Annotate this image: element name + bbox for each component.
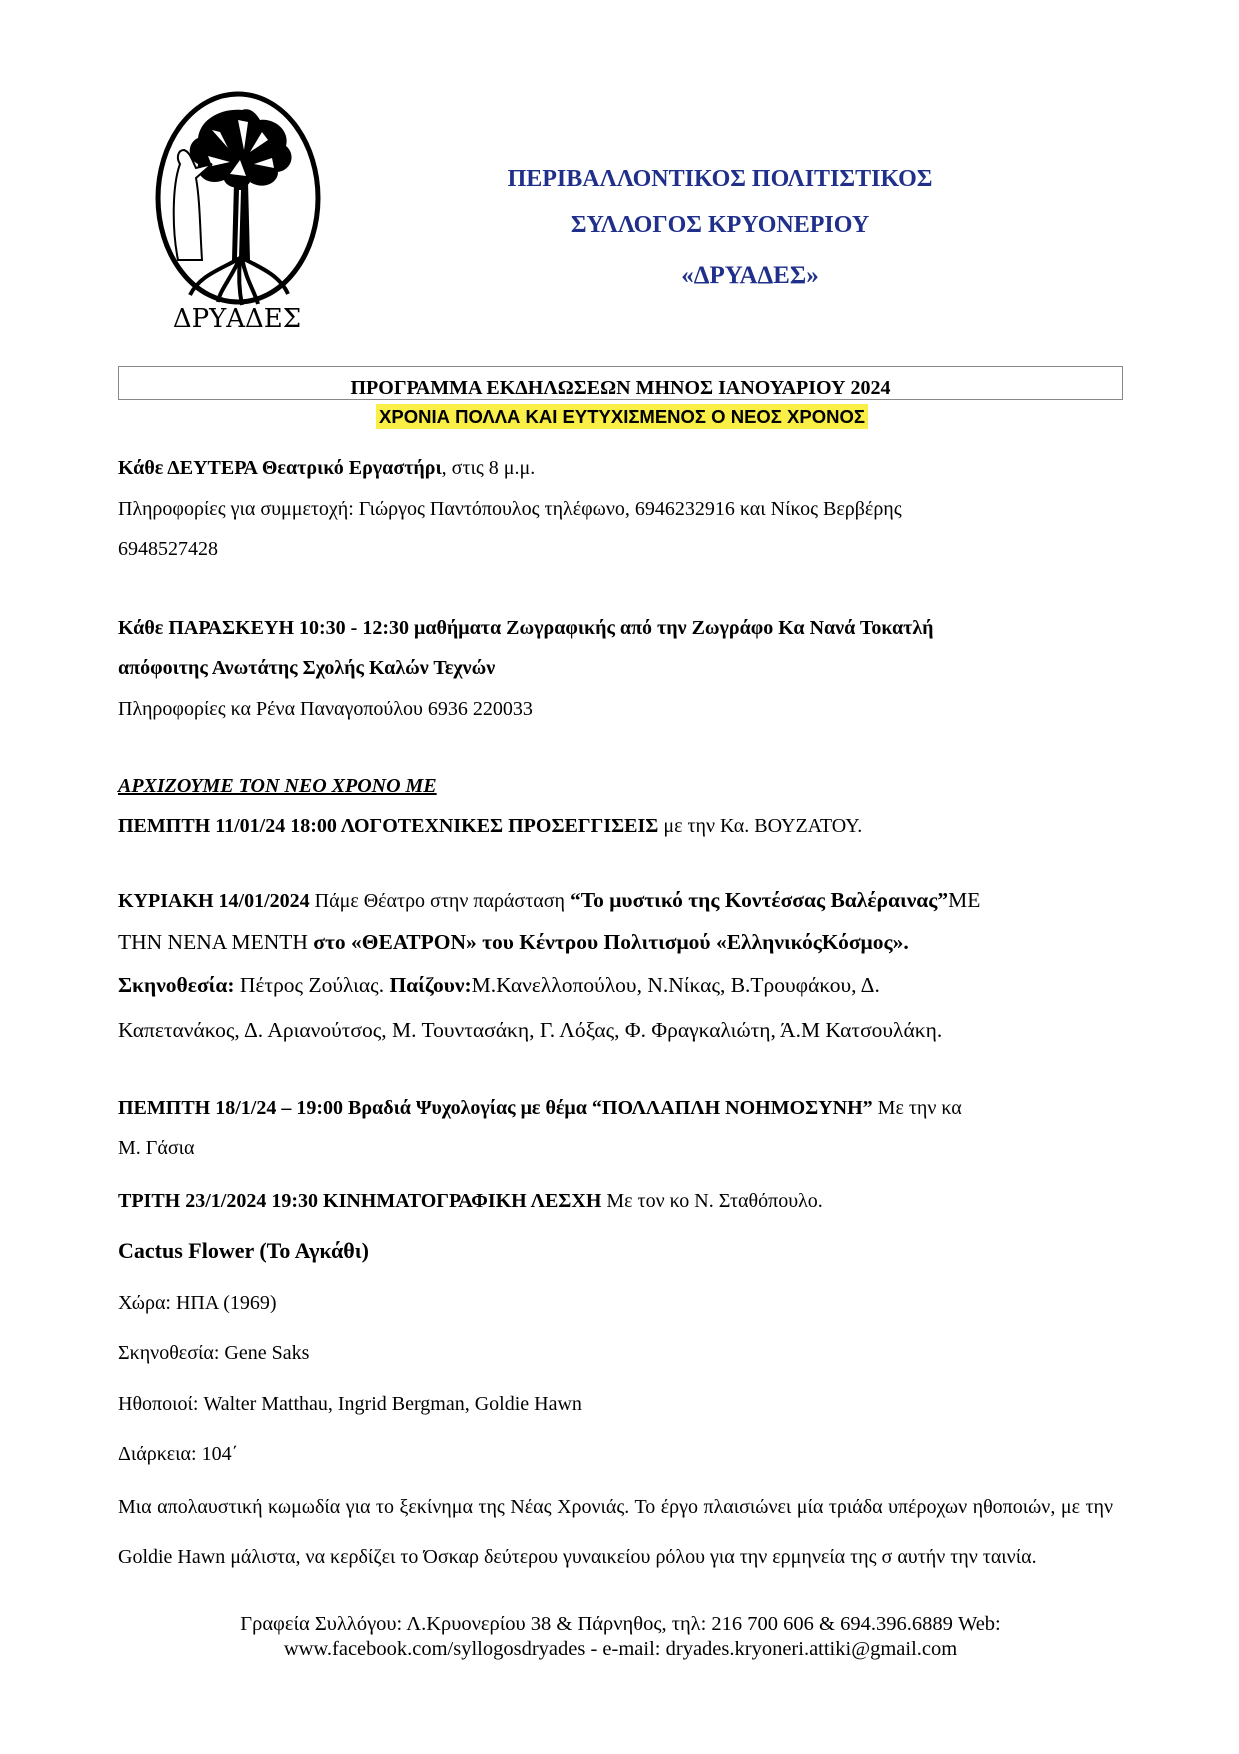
monday-title: Κάθε ΔΕΥΤΕΡΑ Θεατρικό Εργαστήρι (118, 457, 442, 479)
sunday-actress: ΤΗΝ ΝΕΝΑ ΜΕΝΤΗ (118, 930, 314, 954)
sunday-venue: στο «ΘΕΑΤΡΟΝ» του Κέντρου Πολιτισμού «ΕλληνικόςΚόσμος». (313, 930, 909, 954)
monday-phone2: 6948527428 (118, 538, 218, 560)
friday-line-2 (118, 657, 495, 680)
film-director: Σκηνοθεσία: Gene Saks (118, 1342, 310, 1364)
thursday-host: με την Κα. ΒΟΥΖΑΤΟΥ. (658, 815, 863, 837)
film-country: Χώρα: ΗΠΑ (1969) (118, 1292, 277, 1314)
friday-info: Πληροφορίες κα Ρένα Παναγοπούλου 6936 220033 (118, 698, 533, 720)
footer-contact: www.facebook.com/syllogosdryades - e-mail: dryades.kryoneri.attiki@gmail.com (283, 1638, 958, 1660)
thursday-title: ΠΕΜΠΤΗ 11/01/24 18:00 ΛΟΓΟΤΕΧΝΙΚΕΣ ΠΡΟΣΕΓΓΙΣΕΙΣ (118, 815, 659, 837)
cinema-line (118, 1190, 823, 1213)
dryades-logo (150, 90, 325, 340)
film-description: Μια απολαυστική κωμωδία για το ξεκίνημα της Νέας Χρονιάς. Το έργο πλαισιώνει μία τριάδα υπέροχων ηθοποιών, με την Goldie Hawn μάλιστα, να κερδίζει το Όσκαρ δεύτερου γυναικείου ρόλου για την ερμηνεία της σ αυτήν την ταινία. (118, 1496, 1113, 1568)
psychology-title: ΠΕΜΠΤΗ 18/1/24 – 19:00 Βραδιά Ψυχολογίας με θέμα “ΠΟΛΛΑΠΛΗ ΝΟΗΜΟΣΥΝΗ” (118, 1097, 873, 1119)
psychology-line (118, 1097, 962, 1120)
sunday-line-2 (118, 930, 909, 955)
cast-list-1: Μ.Κανελλοπούλου, Ν.Νίκας, Β.Τρουφάκου, Δ. (471, 973, 880, 997)
psychology-host: Με την κα (872, 1097, 962, 1119)
sunday-text-2: ΜΕ (948, 888, 981, 912)
friday-title: Κάθε ΠΑΡΑΣΚΕΥΗ 10:30 - 12:30 μαθήματα Ζωγραφικής από την Ζωγράφο Κα Νανά Τοκατλή (118, 617, 934, 639)
cast-list-2: Καπετανάκος, Δ. Αριανούτσος, Μ. Τουντασάκη, Γ. Λόξας, Φ. Φραγκαλιώτη, Ά.Μ Κατσουλάκη. (118, 1018, 943, 1042)
film-duration: Διάρκεια: 104΄ (118, 1443, 239, 1465)
monday-line (118, 457, 535, 480)
psychology-host-name: Μ. Γάσια (118, 1137, 195, 1159)
sunday-line-3 (118, 973, 880, 998)
film-actors: Ηθοποιοί: Walter Matthau, Ingrid Bergman, Goldie Hawn (118, 1393, 582, 1415)
greeting-text: ΧΡΟΝΙΑ ΠΟΛΛΑ ΚΑΙ ΕΥΤΥΧΙΣΜΕΝΟΣ Ο ΝΕΟΣ ΧΡΟΝΟΣ (376, 404, 868, 429)
org-name-line-3: «ΔΡΥΑΔΕΣ» (681, 262, 819, 289)
new-year-heading: ΑΡΧΙΖΟΥΜΕ ΤΟΝ ΝΕΟ ΧΡΟΝΟ ΜΕ (118, 775, 437, 797)
sunday-text: Πάμε Θέατρο στην παράσταση (309, 890, 570, 912)
direction-label: Σκηνοθεσία: (118, 973, 235, 997)
monday-info: Πληροφορίες για συμμετοχή: Γιώργος Παντόπουλος τηλέφωνο, 6946232916 και Νίκος Βερβέρης (118, 498, 902, 520)
sunday-line-1 (118, 888, 980, 913)
monday-time: , στις 8 μ.μ. (441, 457, 536, 479)
footer-address: Γραφεία Συλλόγου: Λ.Κρυονερίου 38 & Πάρνηθος, τηλ: 216 700 606 & 694.396.6889 Web: (240, 1613, 1001, 1635)
org-name-line-1: ΠΕΡΙΒΑΛΛΟΝΤΙΚΟΣ ΠΟΛΙΤΙΣΤΙΚΟΣ (507, 166, 933, 192)
program-title: ΠΡΟΓΡΑΜΜΑ ΕΚΔΗΛΩΣΕΩΝ ΜΗΝΟΣ ΙΑΝΟΥΑΡΙΟΥ 2024 (118, 366, 1123, 400)
logo-caption: ΔΡΥΑΔΕΣ (172, 304, 302, 334)
friday-subtitle: απόφοιτης Ανωτάτης Σχολής Καλών Τεχνών (118, 657, 496, 679)
cinema-host: Με τον κο Ν. Σταθόπουλο. (601, 1190, 823, 1212)
cast-label: Παίζουν: (389, 973, 472, 997)
cinema-title: ΤΡΙΤΗ 23/1/2024 19:30 ΚΙΝΗΜΑΤΟΓΡΑΦΙΚΗ ΛΕΣΧΗ (118, 1190, 602, 1212)
direction-name: Πέτρος Ζούλιας. (234, 973, 390, 997)
thursday-line (118, 815, 862, 838)
new-year-greeting (322, 406, 922, 428)
film-title (118, 1238, 369, 1264)
film-title-text: Cactus Flower (Το Αγκάθι) (118, 1238, 369, 1263)
org-name-line-2: ΣΥΛΛΟΓΟΣ ΚΡΥΟΝΕΡΙΟΥ (570, 212, 870, 238)
sunday-date: ΚΥΡΙΑΚΗ 14/01/2024 (118, 890, 310, 912)
friday-line-1 (118, 617, 934, 640)
play-title: “Το μυστικό της Κοντέσσας Βαλέραινας” (569, 888, 949, 912)
